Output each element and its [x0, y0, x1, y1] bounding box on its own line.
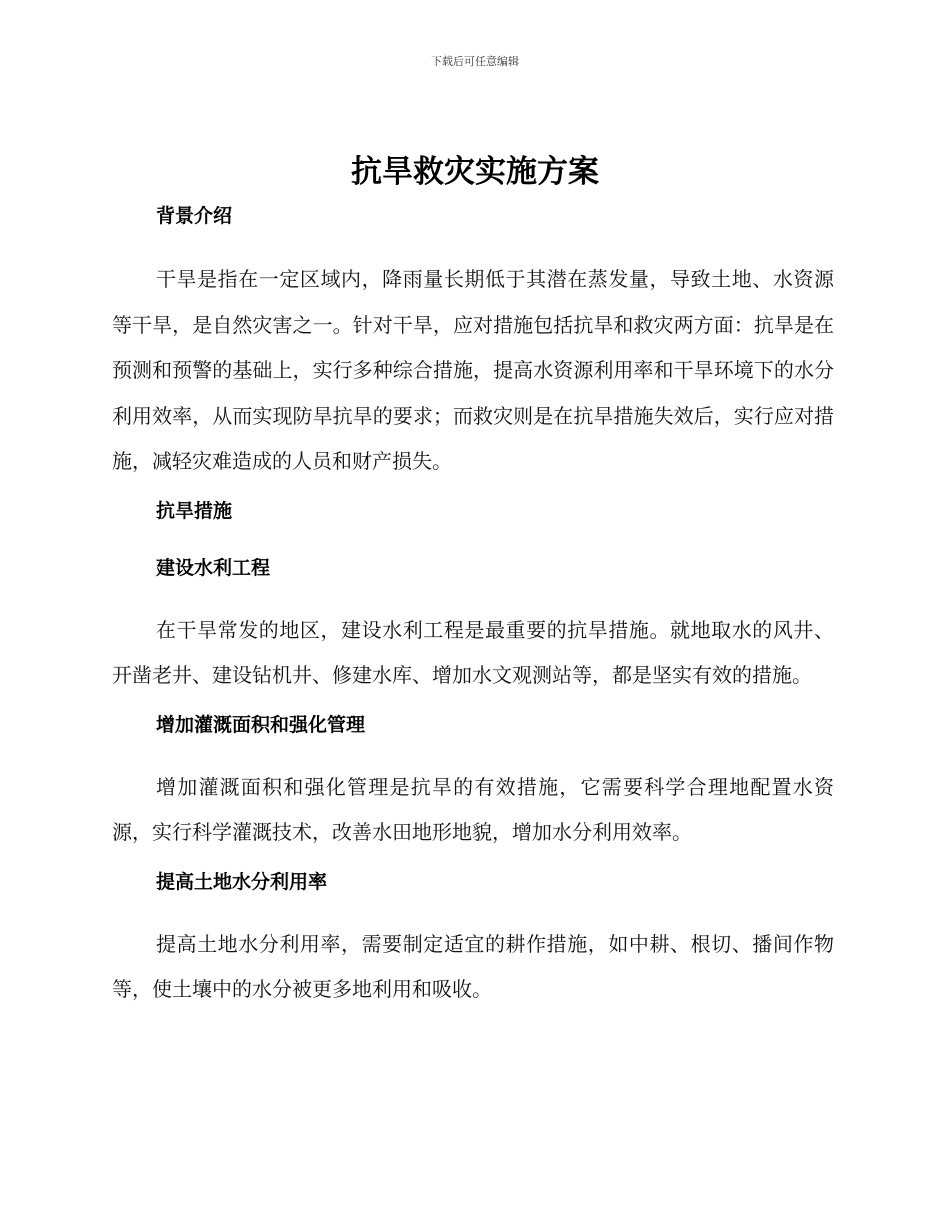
paragraph-soil-water: 提高土地水分利用率，需要制定适宜的耕作措施，如中耕、根切、播间作物等，使土壤中的水分被更多地利用和吸收。 [112, 931, 834, 1001]
section-heading-soil-water: 提高土地水分利用率 [156, 870, 328, 893]
document-body [112, 201, 834, 1013]
section-heading-background: 背景介绍 [156, 205, 233, 227]
paragraph-irrigation: 增加灌溉面积和强化管理是抗旱的有效措施，它需要科学合理地配置水资源，实行科学灌溉技术，改善水田地形地貌，增加水分利用效率。 [112, 774, 834, 844]
paragraph-background: 干旱是指在一定区域内，降雨量长期低于其潜在蒸发量，导致土地、水资源等干旱，是自然灾害之一。针对干旱，应对措施包括抗旱和救灾两方面：抗旱是在预测和预警的基础上，实行多种综合措施，提高水资源利用率和干旱环境下的水分利用效率，从而实现防旱抗旱的要求；而救灾则是在抗旱措施失效后，实行应对措施，减轻灾难造成的人员和财产损失。 [112, 267, 834, 473]
paragraph-water-projects: 在干旱常发的地区，建设水利工程是最重要的抗旱措施。就地取水的风井、开凿老井、建设钻机井、修建水库、增加水文观测站等，都是坚实有效的措施。 [112, 617, 834, 687]
page-header-note: 下载后可任意编辑 [431, 55, 519, 68]
section-heading-measures: 抗旱措施 [156, 499, 233, 522]
document-title: 抗旱救灾实施方案 [351, 154, 599, 190]
section-heading-water-projects: 建设水利工程 [156, 556, 271, 579]
section-heading-irrigation: 增加灌溉面积和强化管理 [156, 713, 366, 736]
